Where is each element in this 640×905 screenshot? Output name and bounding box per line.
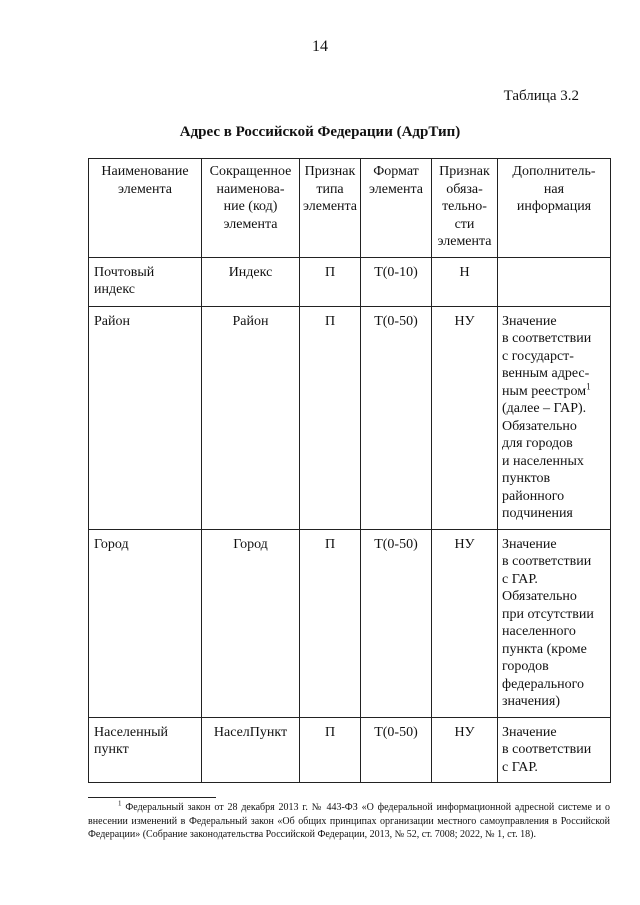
cell-required-flag: Н <box>432 257 498 306</box>
header-short-name: Сокращенное наименова- ние (код) элемента <box>202 159 300 258</box>
cell-short-name: Город <box>202 529 300 717</box>
cell-additional-info <box>498 257 611 306</box>
table-header-row <box>89 159 611 258</box>
cell-format: T(0-50) <box>361 717 432 783</box>
table-label: Таблица 3.2 <box>503 88 579 104</box>
cell-required-flag: НУ <box>432 306 498 529</box>
footnote <box>88 801 610 842</box>
table-row <box>89 717 611 783</box>
cell-required-flag: НУ <box>432 529 498 717</box>
table-row <box>89 306 611 529</box>
footnote-ref: 1 <box>586 380 591 391</box>
header-additional-info: Дополнитель- ная информация <box>498 159 611 258</box>
cell-type-flag: П <box>300 529 361 717</box>
cell-format: T(0-10) <box>361 257 432 306</box>
cell-type-flag: П <box>300 257 361 306</box>
footnote-divider <box>88 797 216 798</box>
cell-type-flag: П <box>300 717 361 783</box>
cell-element-name: Почтовый индекс <box>89 257 202 306</box>
cell-short-name: Индекс <box>202 257 300 306</box>
cell-format: T(0-50) <box>361 306 432 529</box>
cell-element-name: Населенный пункт <box>89 717 202 783</box>
header-format: Формат элемента <box>361 159 432 258</box>
info-text-continued: (далее – ГАР). Обязательно для городов и населенных пунктов районного подчинения <box>502 401 587 521</box>
cell-element-name: Город <box>89 529 202 717</box>
address-table <box>88 158 611 783</box>
table-title: Адрес в Российской Федерации (АдрТип) <box>179 124 461 140</box>
cell-additional-info: Значение в соответствии с ГАР. <box>498 717 611 783</box>
cell-element-name: Район <box>89 306 202 529</box>
header-required-flag: Признак обяза- тельно- сти элемента <box>432 159 498 258</box>
table-row <box>89 257 611 306</box>
header-element-name: Наименование элемента <box>89 159 202 258</box>
page-number: 14 <box>312 38 328 55</box>
header-type-flag: Признак типа элемента <box>300 159 361 258</box>
cell-format: T(0-50) <box>361 529 432 717</box>
cell-additional-info <box>498 306 611 529</box>
footnote-marker: 1 <box>118 799 122 808</box>
table-row <box>89 529 611 717</box>
cell-required-flag: НУ <box>432 717 498 783</box>
cell-type-flag: П <box>300 306 361 529</box>
cell-additional-info: Значение в соответствии с ГАР. Обязательно при отсутствии населенного пункта (кроме городов федерального значения) <box>498 529 611 717</box>
footnote-text: Федеральный закон от 28 декабря 2013 г. № 443-ФЗ «О федеральной информационной адресной системе и о внесении изменений в Федеральный закон «Об общих принципах организации местного самоуправления в Российской Федерации» (Собрание законодательства Российской Федерации, 2013, № 52, ст. 7008; 2022, № 1, ст. 18). <box>88 802 610 840</box>
info-text: Значение в соответствии с государст- венным адрес- ным реестром <box>502 313 592 399</box>
cell-short-name: Район <box>202 306 300 529</box>
cell-short-name: НаселПункт <box>202 717 300 783</box>
